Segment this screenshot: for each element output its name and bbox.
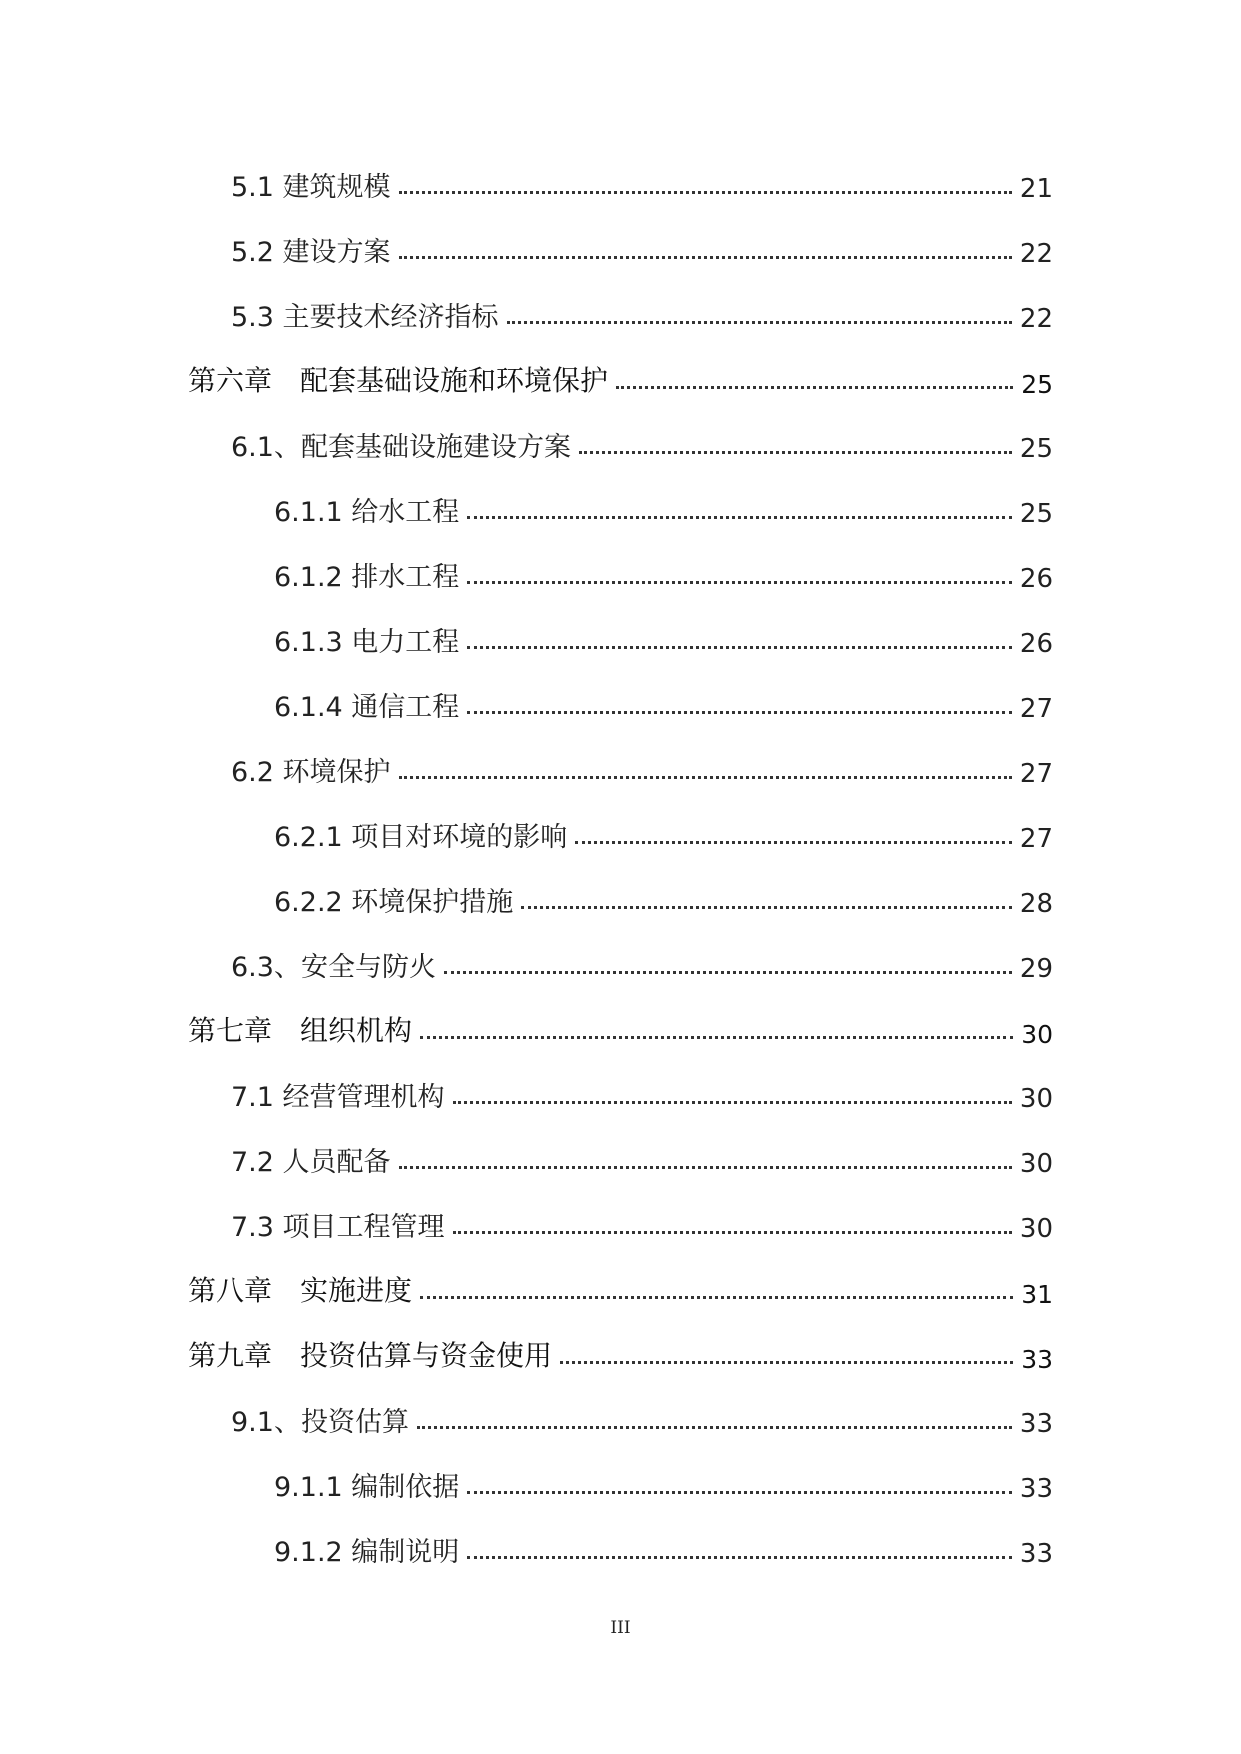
- toc-entry-label: 5.3 主要技术经济指标: [231, 302, 499, 333]
- toc-entry-page: 26: [1019, 629, 1053, 659]
- dot-leader: [560, 1361, 1013, 1364]
- toc-entry-page: 29: [1019, 954, 1053, 984]
- toc-entry[interactable]: [0, 290, 1241, 334]
- dot-leader: [467, 646, 1012, 649]
- dot-leader: [420, 1036, 1013, 1039]
- toc-entry-label: 6.1.4 通信工程: [274, 692, 460, 723]
- toc-entry-label: 9.1.2 编制说明: [274, 1537, 460, 1568]
- toc-entry-page: 33: [1021, 1345, 1053, 1374]
- toc-entry[interactable]: [0, 1460, 1241, 1504]
- toc-entry-page: 30: [1021, 1020, 1053, 1049]
- dot-leader: [521, 906, 1012, 909]
- toc-entry-label: 6.1、配套基础设施建设方案: [231, 432, 571, 463]
- toc-entry-label: 6.2 环境保护: [231, 757, 391, 788]
- dot-leader: [444, 971, 1012, 974]
- toc-entry-page: 25: [1019, 499, 1053, 529]
- dot-leader: [467, 516, 1012, 519]
- dot-leader: [616, 386, 1013, 389]
- toc-entry-label: 7.3 项目工程管理: [231, 1212, 445, 1243]
- toc-entry-page: 25: [1019, 434, 1053, 464]
- toc-entry[interactable]: [0, 485, 1241, 529]
- dot-leader: [467, 1491, 1012, 1494]
- toc-entry-page: 30: [1019, 1214, 1053, 1244]
- toc-entry-page: 30: [1019, 1149, 1053, 1179]
- toc-entry[interactable]: [0, 420, 1241, 464]
- dot-leader: [575, 841, 1012, 844]
- toc-entry[interactable]: [0, 1395, 1241, 1439]
- toc-entry-page: 26: [1019, 564, 1053, 594]
- dot-leader: [453, 1231, 1012, 1234]
- toc-entry-page: 22: [1019, 239, 1053, 269]
- toc-entry[interactable]: [0, 225, 1241, 269]
- dot-leader: [399, 776, 1012, 779]
- toc-entry[interactable]: [0, 680, 1241, 724]
- dot-leader: [399, 1166, 1012, 1169]
- dot-leader: [417, 1426, 1012, 1429]
- dot-leader: [420, 1296, 1013, 1299]
- toc-entry-label: 5.1 建筑规模: [231, 172, 391, 203]
- toc-chapter-entry[interactable]: [0, 1005, 1241, 1049]
- toc-entry-page: 22: [1019, 304, 1053, 334]
- toc-entry-label: 9.1.1 编制依据: [274, 1472, 460, 1503]
- toc-entry-label: 第八章 实施进度: [188, 1274, 413, 1307]
- toc-entry-page: 30: [1019, 1084, 1053, 1114]
- dot-leader: [399, 256, 1012, 259]
- toc-entry-page: 21: [1019, 174, 1053, 204]
- toc-entry-page: 25: [1021, 370, 1053, 399]
- toc-entry[interactable]: [0, 875, 1241, 919]
- toc-entry-label: 6.2.1 项目对环境的影响: [274, 822, 568, 853]
- toc-entry-page: 27: [1019, 694, 1053, 724]
- toc-entry-page: 27: [1019, 759, 1053, 789]
- toc-entry-label: 5.2 建设方案: [231, 237, 391, 268]
- dot-leader: [507, 321, 1012, 324]
- toc-chapter-entry[interactable]: [0, 355, 1241, 399]
- toc-entry-label: 7.2 人员配备: [231, 1147, 391, 1178]
- toc-entry[interactable]: [0, 160, 1241, 204]
- toc-entry-label: 7.1 经营管理机构: [231, 1082, 445, 1113]
- toc-entry-label: 6.2.2 环境保护措施: [274, 887, 514, 918]
- toc-entry-label: 6.1.3 电力工程: [274, 627, 460, 658]
- dot-leader: [467, 1556, 1012, 1559]
- dot-leader: [453, 1101, 1012, 1104]
- toc-entry-label: 第七章 组织机构: [188, 1014, 413, 1047]
- toc-chapter-entry[interactable]: [0, 1265, 1241, 1309]
- page-number: III: [610, 1618, 631, 1638]
- toc-entry-label: 6.3、安全与防火: [231, 952, 436, 983]
- toc-entry[interactable]: [0, 940, 1241, 984]
- toc-entry-label: 第九章 投资估算与资金使用: [188, 1339, 553, 1372]
- toc-entry-label: 第六章 配套基础设施和环境保护: [188, 364, 609, 397]
- toc-entry-label: 6.1.2 排水工程: [274, 562, 460, 593]
- dot-leader: [579, 451, 1012, 454]
- toc-entry-page: 28: [1019, 889, 1053, 919]
- toc-entry[interactable]: [0, 1525, 1241, 1569]
- toc-entry[interactable]: [0, 1135, 1241, 1179]
- toc-entry-page: 33: [1019, 1474, 1053, 1504]
- toc-entry[interactable]: [0, 810, 1241, 854]
- toc-entry-page: 27: [1019, 824, 1053, 854]
- toc-entry[interactable]: [0, 1200, 1241, 1244]
- toc-chapter-entry[interactable]: [0, 1330, 1241, 1374]
- toc-entry-page: 31: [1021, 1280, 1053, 1309]
- toc-entry[interactable]: [0, 615, 1241, 659]
- dot-leader: [399, 191, 1012, 194]
- toc-entry[interactable]: [0, 745, 1241, 789]
- toc-entry-label: 9.1、投资估算: [231, 1407, 409, 1438]
- dot-leader: [467, 581, 1012, 584]
- toc-entry-page: 33: [1019, 1409, 1053, 1439]
- toc-entry[interactable]: [0, 550, 1241, 594]
- toc-entry[interactable]: [0, 1070, 1241, 1114]
- toc-entry-label: 6.1.1 给水工程: [274, 497, 460, 528]
- toc-entry-page: 33: [1019, 1539, 1053, 1569]
- dot-leader: [467, 711, 1012, 714]
